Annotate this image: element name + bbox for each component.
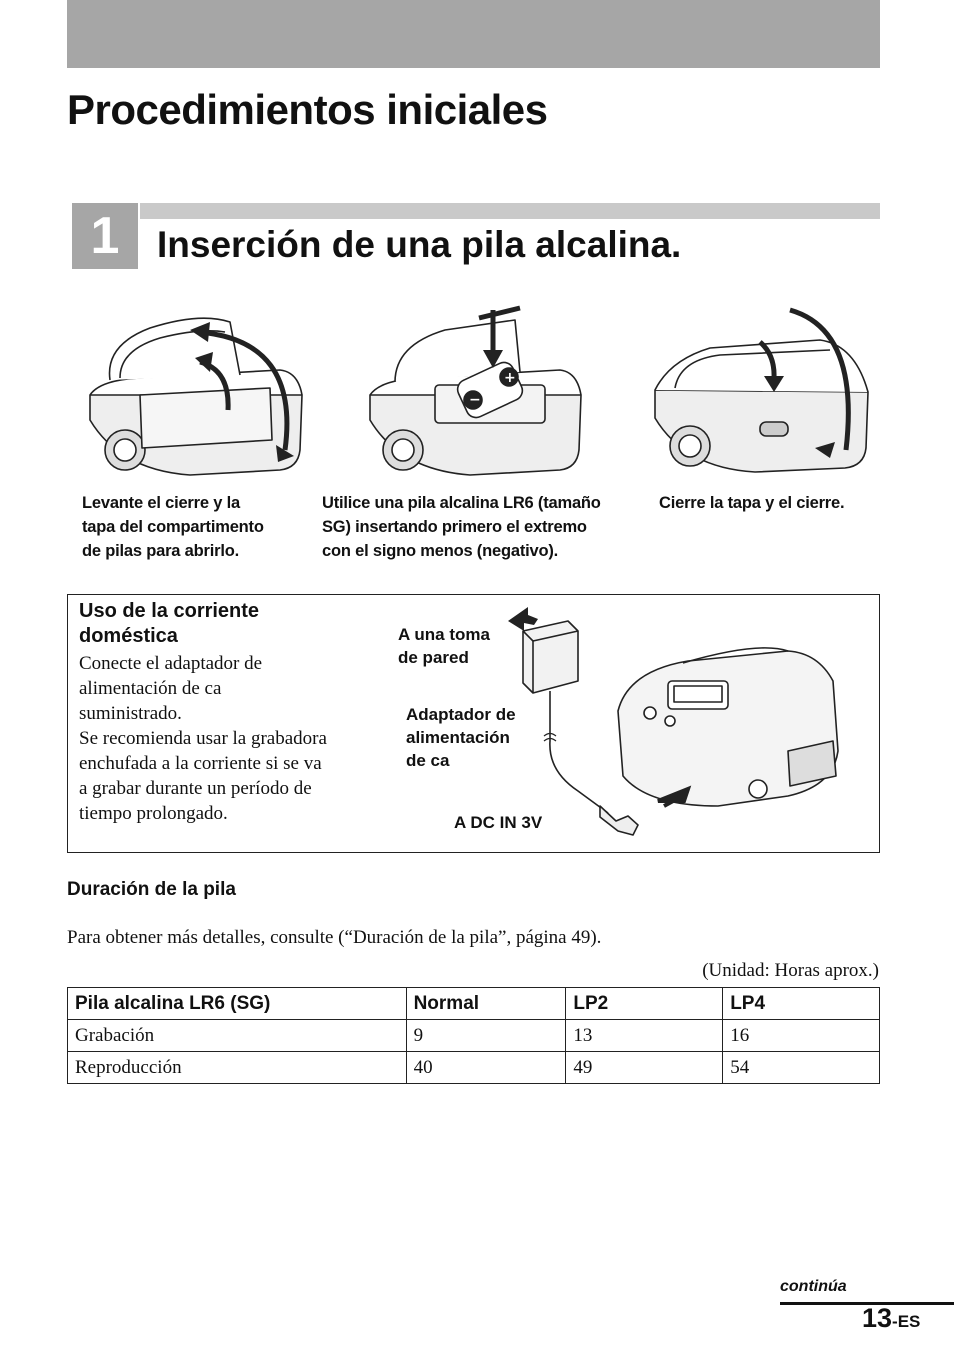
table-row xyxy=(68,1052,880,1084)
caption-line: Cierre la tapa y el cierre. xyxy=(659,494,845,512)
insert-battery-illustration xyxy=(365,300,585,490)
body-line: tiempo prolongado. xyxy=(79,803,228,824)
table-cell: 40 xyxy=(406,1052,566,1084)
table-cell: 49 xyxy=(566,1052,723,1084)
caption-line: con el signo menos (negativo). xyxy=(322,542,559,560)
step-caption-open xyxy=(82,491,312,563)
ac-power-box xyxy=(67,594,880,853)
body-line: a grabar durante un período de xyxy=(79,778,312,799)
header-band xyxy=(67,0,880,68)
body-line: Se recomienda usar la grabadora xyxy=(79,728,327,749)
table-header-cell: LP2 xyxy=(566,988,723,1020)
page-number-suffix: -ES xyxy=(892,1312,921,1331)
ac-power-title: Uso de la corriente doméstica xyxy=(79,600,260,647)
label-line: Adaptador de xyxy=(406,705,516,724)
table-cell: 13 xyxy=(566,1020,723,1052)
wall-outlet-label xyxy=(398,623,490,669)
svg-text:−: − xyxy=(469,392,481,408)
close-lid-illustration xyxy=(650,300,880,490)
table-header-cell: Pila alcalina LR6 (SG) xyxy=(68,988,407,1020)
ac-adapter-illustration xyxy=(488,601,878,846)
page-number xyxy=(862,1303,920,1334)
ac-power-body xyxy=(79,651,379,826)
table-cell: Grabación xyxy=(68,1020,407,1052)
svg-text:+: + xyxy=(504,370,516,386)
table-row xyxy=(68,1020,880,1052)
step-caption-insert xyxy=(322,491,652,563)
step-number-badge: 1 xyxy=(72,203,138,269)
label-line: alimentación xyxy=(406,728,510,747)
table-cell: Reproducción xyxy=(68,1052,407,1084)
caption-line: SG) insertando primero el extremo xyxy=(322,518,587,536)
table-cell: 54 xyxy=(723,1052,880,1084)
battery-life-intro: Para obtener más detalles, consulte (“Duración de la pila”, página 49). xyxy=(67,927,602,948)
body-line: Conecte el adaptador de xyxy=(79,653,263,674)
label-line: de pared xyxy=(398,648,469,667)
table-cell: 9 xyxy=(406,1020,566,1052)
label-line: de ca xyxy=(406,751,450,770)
caption-line: de pilas para abrirlo. xyxy=(82,542,239,560)
open-lid-illustration xyxy=(80,300,310,490)
label-line: A una toma xyxy=(398,625,490,644)
table-cell: 16 xyxy=(723,1020,880,1052)
table-header-cell: Normal xyxy=(406,988,566,1020)
body-line: suministrado. xyxy=(79,703,182,724)
step-caption-close xyxy=(659,491,889,515)
battery-life-heading: Duración de la pila xyxy=(67,879,236,900)
page-number-value: 13 xyxy=(862,1303,893,1333)
step-title: Inserción de una pila alcalina. xyxy=(157,224,682,265)
caption-line: tapa del compartimento xyxy=(82,518,264,536)
page-title: Procedimientos iniciales xyxy=(67,86,548,133)
table-header-cell: LP4 xyxy=(723,988,880,1020)
body-line: alimentación de ca xyxy=(79,678,222,699)
continued-label: continúa xyxy=(780,1278,847,1295)
battery-life-unit: (Unidad: Horas aprox.) xyxy=(702,960,879,981)
table-header-row xyxy=(68,988,880,1020)
step-header-band xyxy=(140,203,880,219)
battery-life-table xyxy=(67,987,880,1084)
dc-in-label: A DC IN 3V xyxy=(454,813,543,832)
caption-line: Utilice una pila alcalina LR6 (tamaño xyxy=(322,494,601,512)
caption-line: Levante el cierre y la xyxy=(82,494,240,512)
body-line: enchufada a la corriente si se va xyxy=(79,753,322,774)
